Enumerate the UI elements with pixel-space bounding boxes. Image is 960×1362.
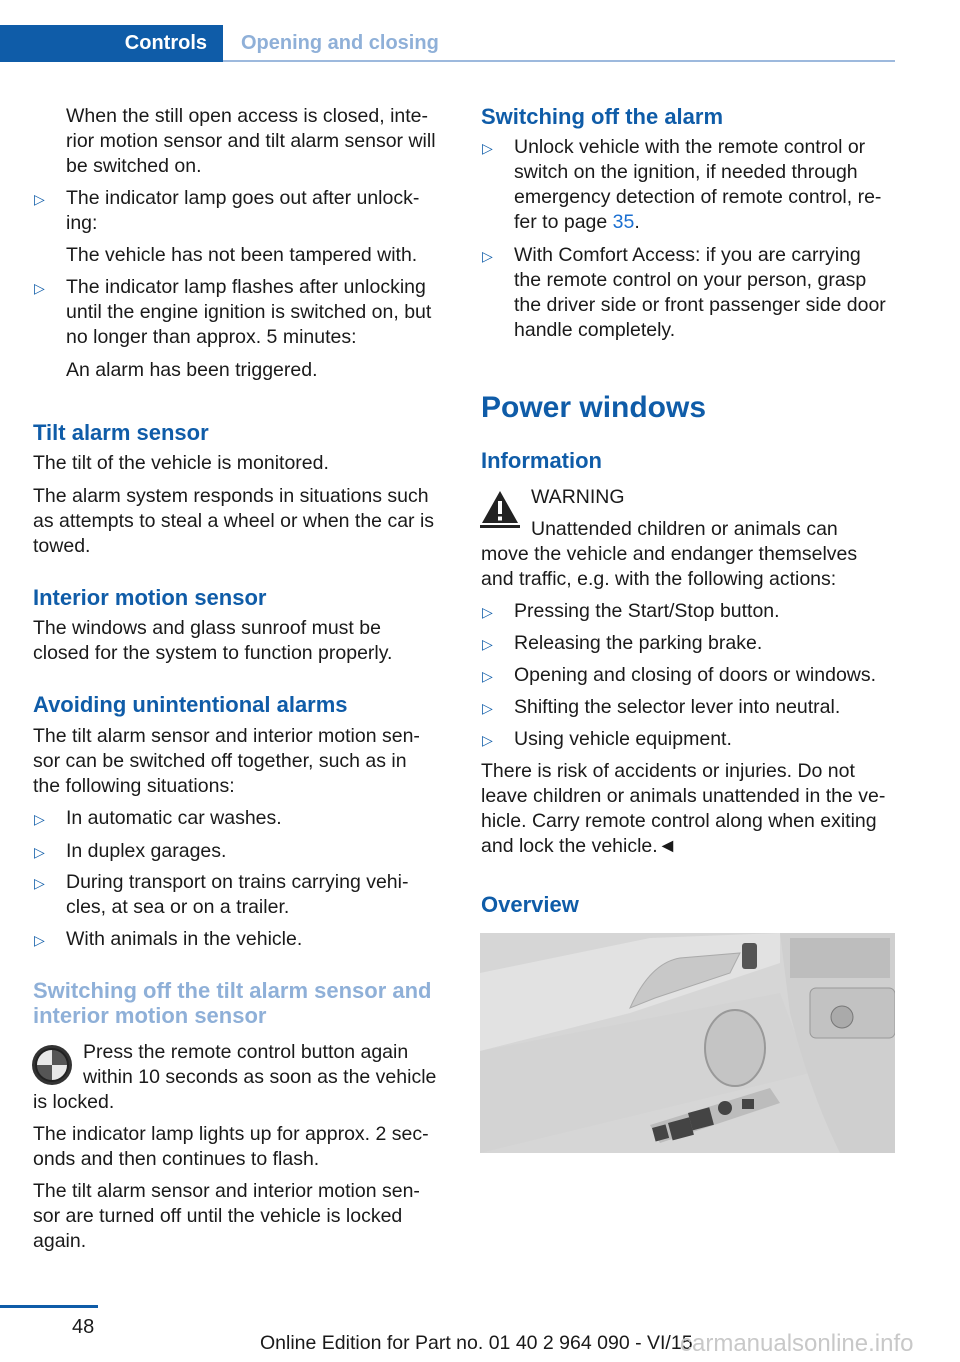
text-line: handle completely. bbox=[514, 319, 676, 341]
text-line: onds and then continues to flash. bbox=[33, 1148, 320, 1170]
heading-avoiding-alarms: Avoiding unintentional alarms bbox=[33, 692, 348, 717]
text-line: With animals in the vehicle. bbox=[66, 928, 303, 950]
text-line: During transport on trains carrying vehi- bbox=[66, 871, 409, 893]
bullet-icon: ▷ bbox=[482, 668, 493, 684]
bullet-lamp-flashes-result bbox=[66, 358, 456, 383]
text-line: no longer than approx. 5 minutes: bbox=[66, 326, 357, 348]
footer-rule bbox=[0, 1305, 98, 1308]
warning-bullet: Shifting the selector lever into neutral. bbox=[514, 696, 841, 718]
risk-paragraph bbox=[481, 759, 901, 859]
avoid-bullet-car-wash bbox=[66, 806, 456, 831]
warning-triangle-icon bbox=[480, 488, 520, 528]
text-line: The indicator lamp flashes after unlocking bbox=[66, 276, 426, 298]
text-line: The tilt alarm sensor and interior motion sen- bbox=[33, 725, 420, 747]
text-line: is locked. bbox=[33, 1091, 115, 1113]
text-line: Press the remote control button again bbox=[83, 1041, 409, 1063]
text-line: until the engine ignition is switched on, but bbox=[66, 301, 432, 323]
bullet-icon: ▷ bbox=[34, 191, 45, 207]
text-line: the following situations: bbox=[33, 775, 235, 797]
text-line: sor are turned off until the vehicle is locked bbox=[33, 1205, 403, 1227]
text-line: In duplex garages. bbox=[66, 840, 227, 862]
bullet-icon: ▷ bbox=[482, 248, 493, 264]
avoid-bullet-duplex bbox=[66, 839, 456, 864]
text-line: The indicator lamp lights up for approx. 2 sec- bbox=[33, 1123, 429, 1145]
text-line: When the still open access is closed, inte- bbox=[66, 105, 429, 127]
text-line: ing: bbox=[66, 212, 98, 234]
text-line: There is risk of accidents or injuries. Do not bbox=[481, 760, 855, 782]
text-line: With Comfort Access: if you are carrying bbox=[514, 244, 861, 266]
switch-paragraph-2 bbox=[33, 1122, 453, 1172]
text-line: The tilt alarm sensor and interior motion sen- bbox=[33, 1180, 420, 1202]
avoid-bullet-transport bbox=[66, 870, 456, 920]
bullet-icon: ▷ bbox=[482, 604, 493, 620]
text-line: the remote control on your person, grasp bbox=[514, 269, 867, 291]
bullet-icon: ▷ bbox=[34, 875, 45, 891]
text-line: In automatic car washes. bbox=[66, 807, 282, 829]
bullet-icon: ▷ bbox=[482, 732, 493, 748]
text-line: again. bbox=[33, 1230, 87, 1252]
switch-paragraph-1-tail bbox=[33, 1090, 453, 1115]
section-tab[interactable]: Opening and closing bbox=[241, 32, 439, 54]
text-line: hicle. Carry remote control along when exiting bbox=[481, 810, 877, 832]
edition-note: Online Edition for Part no. 01 40 2 964 090 - VI/15 bbox=[260, 1332, 693, 1354]
warning-bullet: Pressing the Start/Stop button. bbox=[514, 600, 780, 622]
text-line: and lock the vehicle.◄ bbox=[481, 835, 677, 857]
bullet-icon: ▷ bbox=[34, 844, 45, 860]
door-panel-illustration bbox=[480, 933, 895, 1153]
text-line: and traffic, e.g. with the following actions: bbox=[481, 568, 837, 590]
intro-paragraph bbox=[66, 104, 456, 179]
text-line: The indicator lamp goes out after unlock- bbox=[66, 187, 420, 209]
text-fragment: . bbox=[634, 211, 640, 233]
text-line: The alarm system responds in situations such bbox=[33, 485, 429, 507]
bullet-lamp-out-result bbox=[66, 243, 456, 268]
bullet-icon: ▷ bbox=[482, 700, 493, 716]
heading-switching-off-sensors bbox=[33, 978, 453, 1028]
warning-bullet: Opening and closing of doors or windows. bbox=[514, 664, 877, 686]
bullet-icon: ▷ bbox=[34, 932, 45, 948]
text-line: rior motion sensor and tilt alarm sensor will bbox=[66, 130, 436, 152]
switch-paragraph-1 bbox=[83, 1040, 453, 1090]
text-line: the driver side or front passenger side door bbox=[514, 294, 886, 316]
alarm-bullet-unlock bbox=[514, 135, 904, 235]
bullet-lamp-out bbox=[66, 186, 456, 236]
text-fragment: fer to page bbox=[514, 211, 613, 233]
remote-control-button-icon bbox=[31, 1044, 73, 1086]
text-line: emergency detection of remote control, re- bbox=[514, 186, 882, 208]
tilt-paragraph-1 bbox=[33, 451, 453, 476]
alarm-bullet-unlock-lines bbox=[514, 135, 904, 210]
heading-switching-off-alarm: Switching off the alarm bbox=[481, 104, 724, 129]
chapter-tab[interactable]: Controls bbox=[0, 25, 223, 62]
text-line: Unlock vehicle with the remote control or bbox=[514, 136, 866, 158]
bullet-icon: ▷ bbox=[482, 140, 493, 156]
avoid-paragraph bbox=[33, 724, 453, 799]
avoid-bullet-animals bbox=[66, 927, 456, 952]
tilt-paragraph-2 bbox=[33, 484, 453, 559]
text-line: be switched on. bbox=[66, 155, 202, 177]
text-line: cles, at sea or on a trailer. bbox=[66, 896, 290, 918]
bullet-lamp-flashes bbox=[66, 275, 456, 350]
alarm-bullet-comfort-access bbox=[514, 243, 904, 343]
text-line: closed for the system to function properly. bbox=[33, 642, 393, 664]
heading-tilt-alarm-sensor: Tilt alarm sensor bbox=[33, 420, 209, 445]
text-line: within 10 seconds as soon as the vehicle bbox=[83, 1066, 437, 1088]
text-line: The tilt of the vehicle is monitored. bbox=[33, 452, 329, 474]
warning-bullet: Using vehicle equipment. bbox=[514, 728, 732, 750]
text-line: Switching off the tilt alarm sensor and bbox=[33, 978, 432, 1003]
warning-bullet: Releasing the parking brake. bbox=[514, 632, 763, 654]
text-line: interior motion sensor bbox=[33, 1003, 267, 1028]
switch-paragraph-3 bbox=[33, 1179, 453, 1254]
text-line: The vehicle has not been tampered with. bbox=[66, 244, 418, 266]
heading-overview: Overview bbox=[481, 892, 579, 917]
text-line: switch on the ignition, if needed through bbox=[514, 161, 858, 183]
watermark: carmanualsonline.info bbox=[680, 1330, 914, 1357]
text-line bbox=[514, 210, 904, 235]
warning-label: WARNING bbox=[531, 486, 625, 508]
text-line: sor can be switched off together, such as in bbox=[33, 750, 407, 772]
text-line: towed. bbox=[33, 535, 91, 557]
text-line: An alarm has been triggered. bbox=[66, 359, 318, 381]
heading-power-windows: Power windows bbox=[481, 391, 707, 424]
warning-paragraph bbox=[481, 542, 901, 592]
text-line: The windows and glass sunroof must be bbox=[33, 617, 381, 639]
text-line: move the vehicle and endanger themselves bbox=[481, 543, 858, 565]
bullet-icon: ▷ bbox=[482, 636, 493, 652]
interior-paragraph bbox=[33, 616, 453, 666]
text-line: leave children or animals unattended in the ve- bbox=[481, 785, 886, 807]
text-line: as attempts to steal a wheel or when the car is bbox=[33, 510, 435, 532]
warning-first-line: Unattended children or animals can bbox=[531, 518, 838, 540]
bullet-icon: ▷ bbox=[34, 280, 45, 296]
bullet-icon: ▷ bbox=[34, 811, 45, 827]
header-divider bbox=[223, 60, 895, 62]
page-link[interactable]: 35 bbox=[612, 211, 635, 233]
page-number: 48 bbox=[72, 1316, 95, 1338]
heading-interior-motion-sensor: Interior motion sensor bbox=[33, 585, 267, 610]
heading-information: Information bbox=[481, 448, 602, 473]
